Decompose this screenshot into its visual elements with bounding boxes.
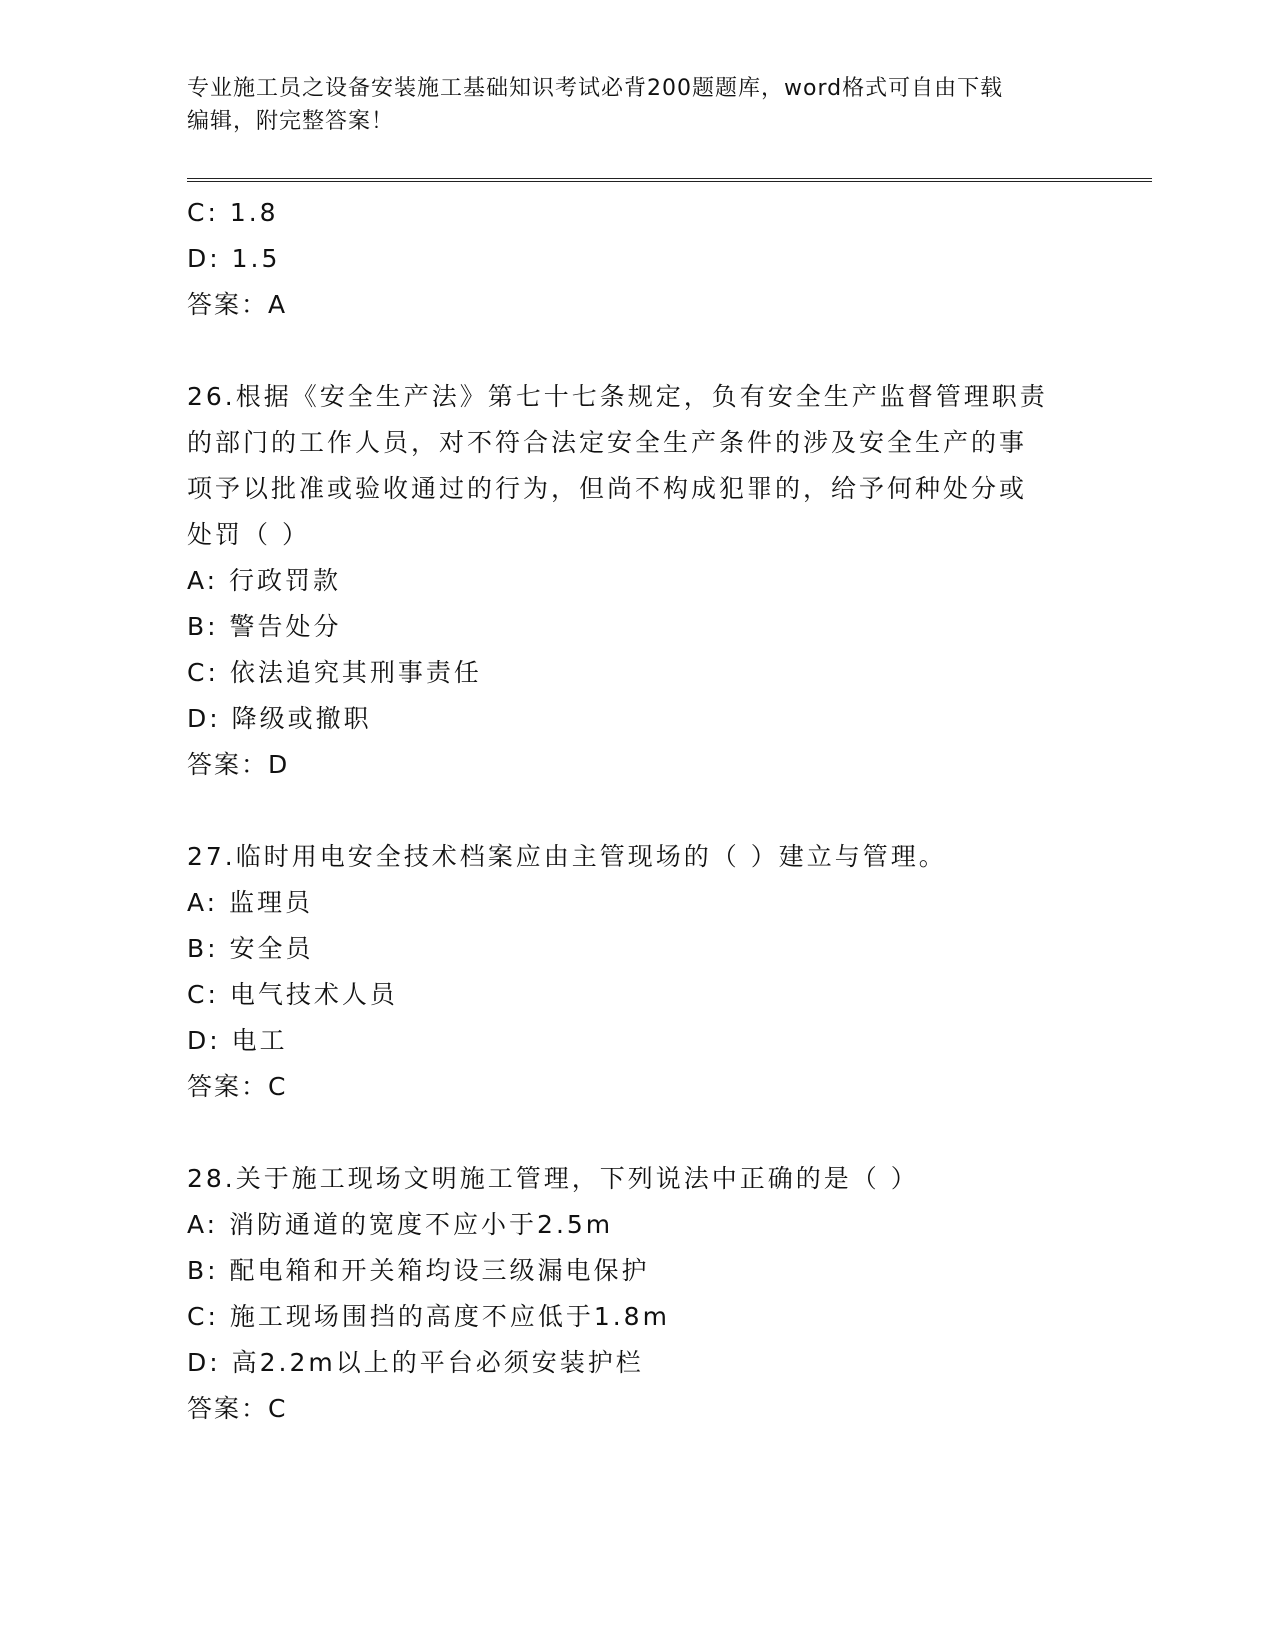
question-27 bbox=[187, 834, 1087, 1110]
question-stem-line: 的部门的工作人员，对不符合法定安全生产条件的涉及安全生产的事 bbox=[187, 428, 1028, 457]
option-c: C: 施工现场围挡的高度不应低于1.8m bbox=[187, 1302, 670, 1331]
option-b: B: 安全员 bbox=[187, 934, 314, 963]
header-divider bbox=[187, 178, 1152, 182]
header-title-line-1: 专业施工员之设备安装施工基础知识考试必背200题题库，word格式可自由下载 bbox=[187, 76, 1004, 101]
prev-option-c: C: 1.8 bbox=[187, 198, 279, 227]
page-header bbox=[187, 72, 1067, 138]
option-c: C: 电气技术人员 bbox=[187, 980, 398, 1009]
question-stem-line: 27.临时用电安全技术档案应由主管现场的（ ）建立与管理。 bbox=[187, 842, 947, 871]
question-stem-line: 项予以批准或验收通过的行为，但尚不构成犯罪的，给予何种处分或 bbox=[187, 474, 1028, 503]
answer: 答案：C bbox=[187, 1072, 288, 1101]
option-a: A: 行政罚款 bbox=[187, 566, 342, 595]
option-d: D: 电工 bbox=[187, 1026, 288, 1055]
option-c: C: 依法追究其刑事责任 bbox=[187, 658, 482, 687]
question-stem-line: 26.根据《安全生产法》第七十七条规定，负有安全生产监督管理职责 bbox=[187, 382, 1048, 411]
option-b: B: 配电箱和开关箱均设三级漏电保护 bbox=[187, 1256, 650, 1285]
option-b: B: 警告处分 bbox=[187, 612, 342, 641]
option-a: A: 监理员 bbox=[187, 888, 314, 917]
question-stem-line: 28.关于施工现场文明施工管理，下列说法中正确的是（ ） bbox=[187, 1164, 919, 1193]
prev-option-d: D: 1.5 bbox=[187, 244, 281, 273]
question-26 bbox=[187, 374, 1087, 788]
option-d: D: 降级或撤职 bbox=[187, 704, 372, 733]
option-d: D: 高2.2m以上的平台必须安装护栏 bbox=[187, 1348, 644, 1377]
question-stem-line: 处罚（ ） bbox=[187, 520, 310, 549]
header-title-line-2: 编辑，附完整答案！ bbox=[187, 109, 395, 134]
prev-answer: 答案：A bbox=[187, 290, 288, 319]
question-content bbox=[187, 190, 1087, 1432]
answer: 答案：D bbox=[187, 750, 290, 779]
question-28 bbox=[187, 1156, 1087, 1432]
option-a: A: 消防通道的宽度不应小于2.5m bbox=[187, 1210, 614, 1239]
answer: 答案：C bbox=[187, 1394, 288, 1423]
